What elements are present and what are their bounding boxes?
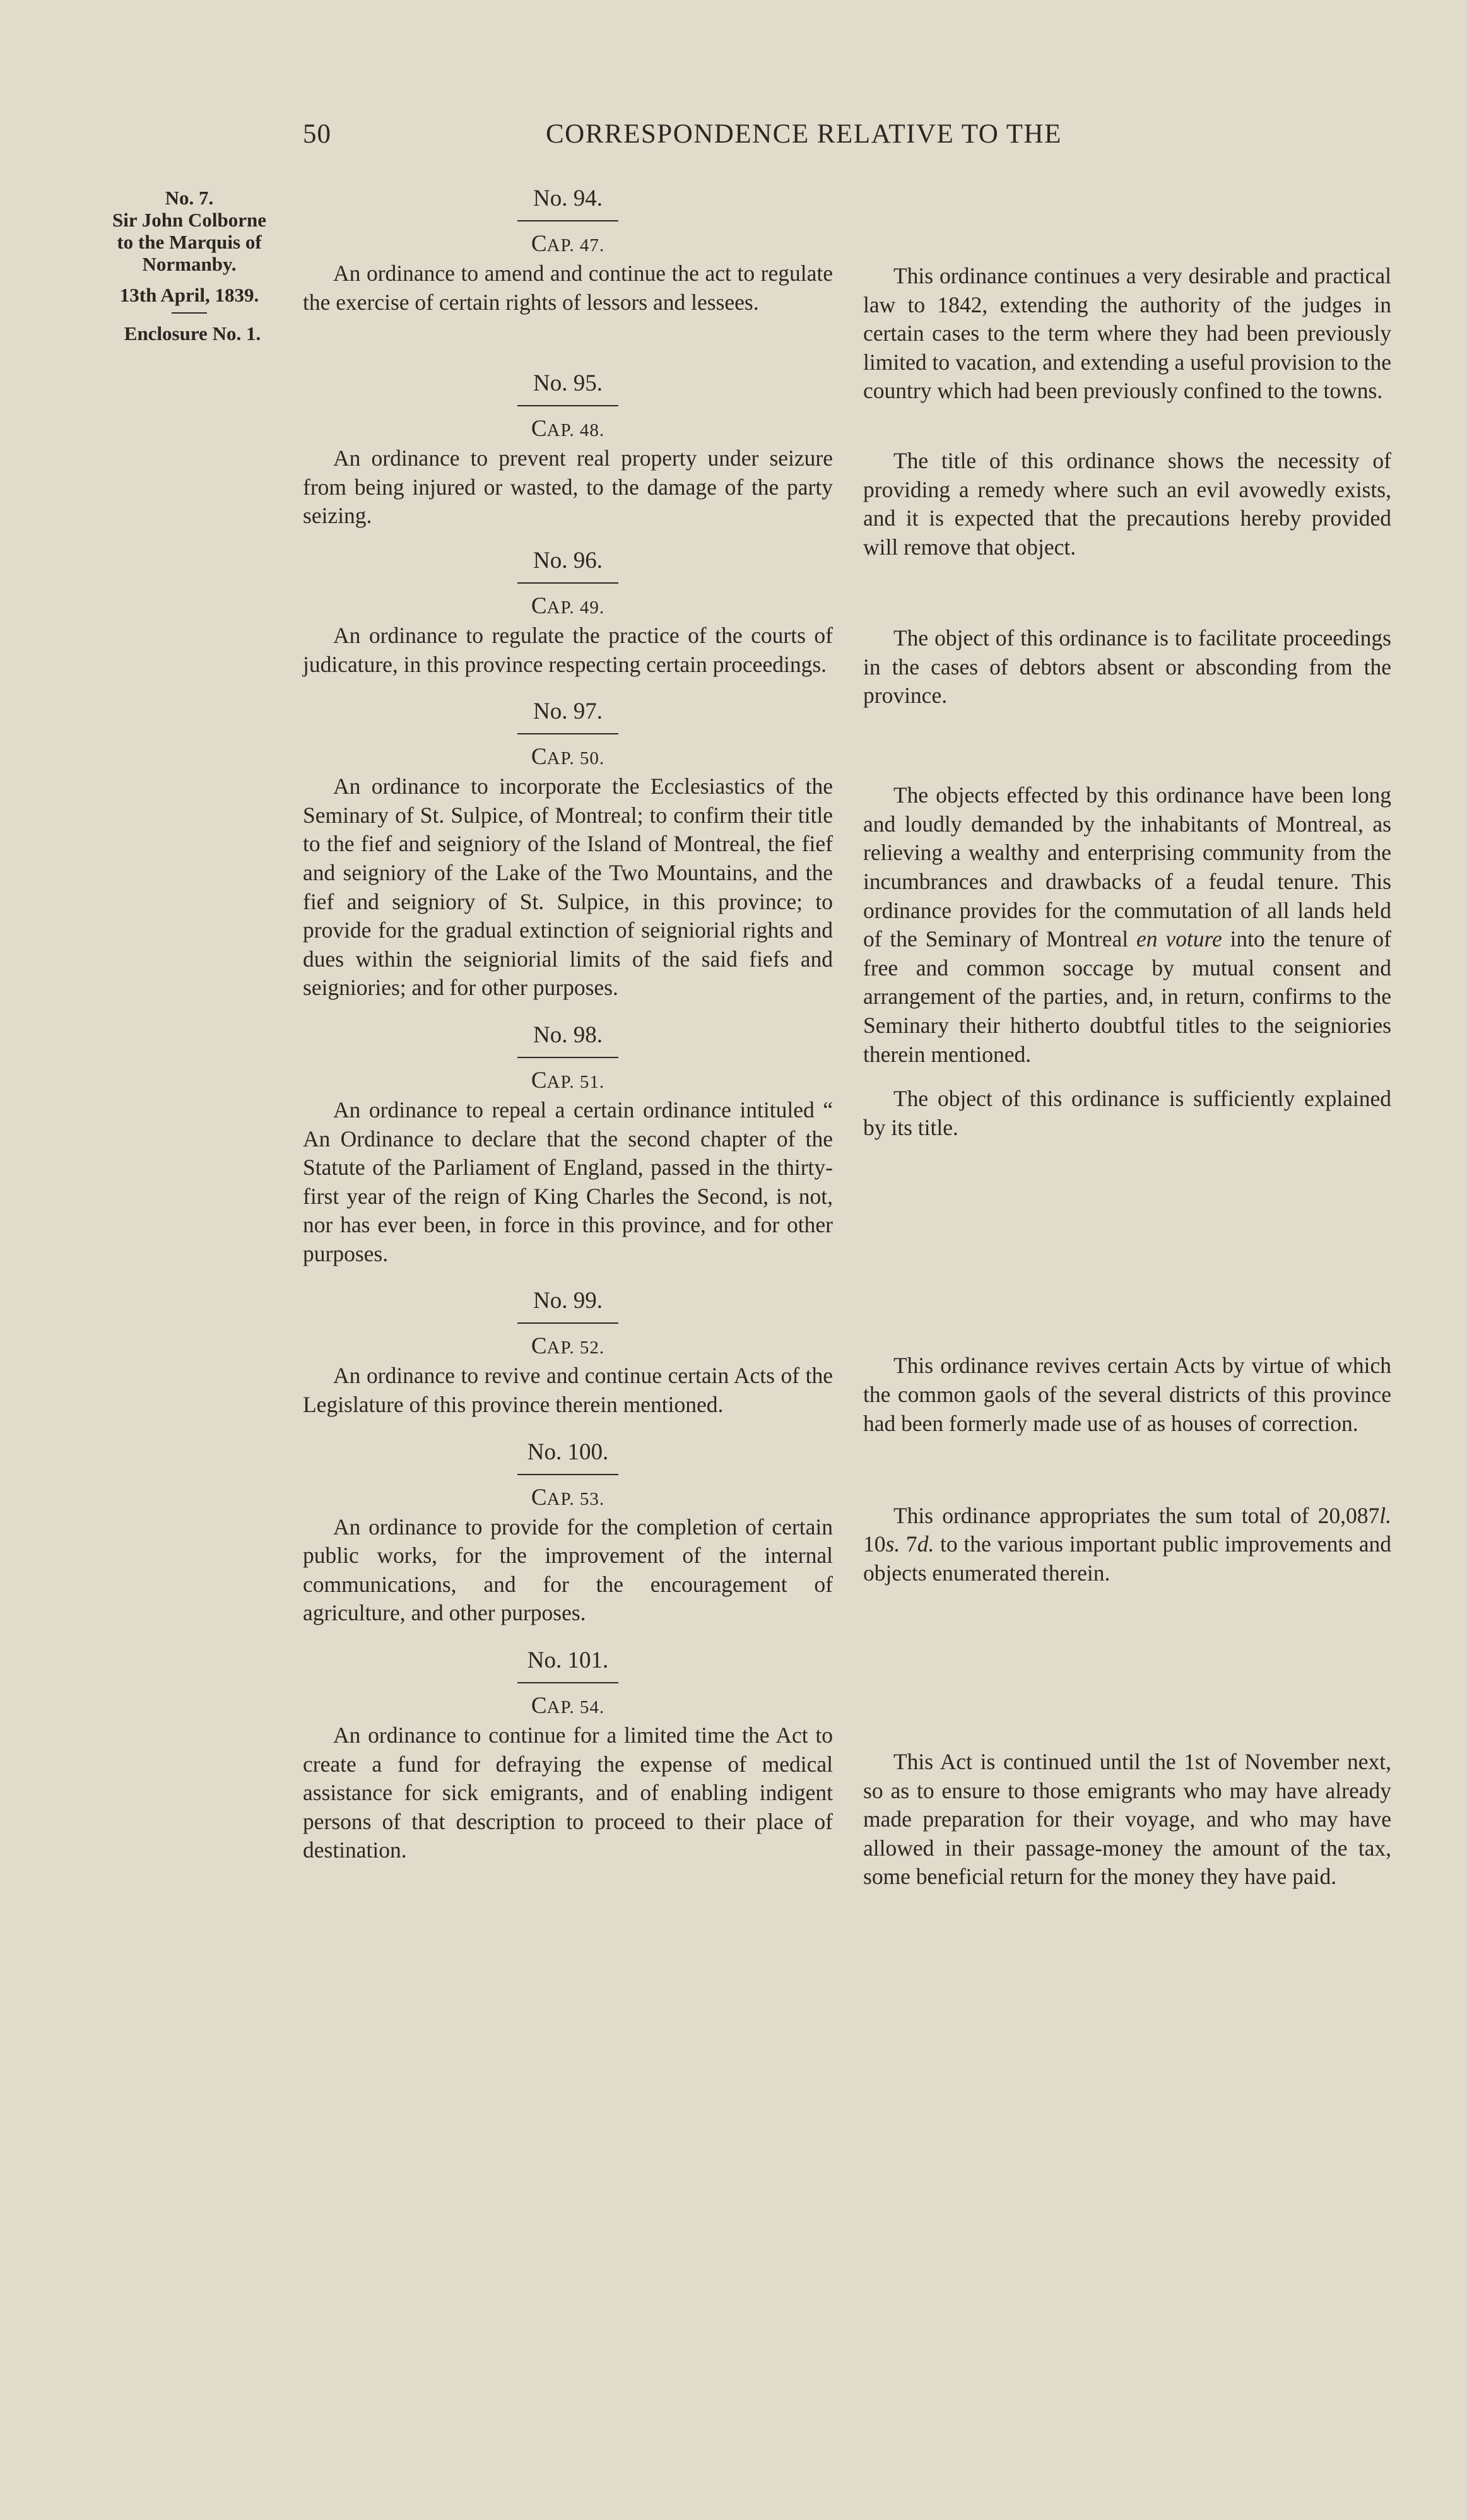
commentary: The object of this ordinance is sufficiently explained by its title. xyxy=(863,1085,1391,1140)
divider xyxy=(517,220,618,221)
commentary: This ordinance revives certain Acts by virtue of which the common gaols of the several districts of this province had been formerly made use of as houses of correction. xyxy=(863,1353,1391,1436)
margin-note-date: 13th April, 1839. xyxy=(119,284,259,306)
commentary: This ordinance appropriates the sum total of 20,087l. 10s. 7d. to the various important public improvements and objects enumerated therein. xyxy=(863,1502,1391,1586)
ordinance-title: An ordinance to repeal a certain ordinance intituled “ An Ordinance to declare that the second chapter of the Statute of the Parliament of England, passed in the thirty-first year of the reign of King Charles the Second, is not, nor has ever been, in force in this province, and for other purposes. xyxy=(303,1097,833,1266)
margin-note-line: to the Marquis of xyxy=(117,231,262,253)
divider xyxy=(517,1474,618,1475)
commentary: This Act is continued until the 1st of November next, so as to ensure to those emigrants who may have already made preparation for their voyage, and who may have allowed in their passage-money the amount of the tax, some beneficial return for the money they have paid. xyxy=(863,1749,1391,1890)
margin-note-divider xyxy=(172,312,207,314)
divider xyxy=(517,733,618,734)
ordinance-list xyxy=(303,185,1391,1890)
margin-note-enclosure: Enclosure No. 1. xyxy=(124,322,261,344)
divider xyxy=(517,1682,618,1683)
chapter-heading: CAP. 49. xyxy=(531,592,605,619)
chapter-heading: CAP. 53. xyxy=(531,1484,605,1510)
ordinance-number: No. 98. xyxy=(533,1022,603,1048)
ordinance-number: No. 96. xyxy=(533,547,603,574)
commentary: This ordinance continues a very desirable and practical law to 1842, extending the authority of the judges in certain cases to the term where they had been previously limited to vacation, and extending a useful provision to the country which had been previously confined to the towns. xyxy=(863,263,1391,404)
divider xyxy=(517,405,618,406)
ordinance-entry xyxy=(303,1439,1391,1628)
ordinance-number: No. 99. xyxy=(533,1288,603,1314)
chapter-heading: CAP. 51. xyxy=(531,1067,605,1093)
ordinance-title: An ordinance to prevent real property under seizure from being injured or wasted, to the damage of the party seizing. xyxy=(303,445,833,529)
ordinance-title: An ordinance to revive and continue certain Acts of the Legislature of this province therein mentioned. xyxy=(303,1363,833,1418)
chapter-heading: CAP. 47. xyxy=(531,231,605,257)
commentary: The objects effected by this ordinance have been long and loudly demanded by the inhabitants of Montreal, as relieving a wealthy and enterprising community from the incumbrances and drawbacks of a feudal tenure. This ordinance provides for the commutation of all lands held of the Seminary of Montreal en voture into the tenure of free and common soccage by mutual consent and arrangement of the parties, and, in return, confirms to the Seminary their hitherto doubtful titles to the seigniories therein mentioned. xyxy=(863,782,1391,1067)
margin-note-line: Sir John Colborne xyxy=(112,209,267,231)
ordinance-entry xyxy=(303,547,1391,709)
ordinance-entry xyxy=(303,1647,1391,1890)
ordinance-number: No. 100. xyxy=(527,1439,609,1465)
ordinance-entry xyxy=(303,1287,1391,1436)
ordinance-title: An ordinance to provide for the completion of certain public works, for the improvement of the internal communications, and for the encouragement of agriculture, and other purposes. xyxy=(303,1514,833,1626)
ordinance-number: No. 101. xyxy=(527,1647,609,1674)
chapter-heading: CAP. 48. xyxy=(531,416,605,442)
ordinance-entry xyxy=(303,370,1391,560)
page-number: 50 xyxy=(303,119,331,149)
page-title: CORRESPONDENCE RELATIVE TO THE xyxy=(546,119,1062,149)
commentary: The object of this ordinance is to facilitate proceedings in the cases of debtors absent or absconding from the province. xyxy=(863,625,1391,709)
ordinance-title: An ordinance to continue for a limited time the Act to create a fund for defraying the expense of medical assistance for sick emigrants, and of enabling indigent persons of that description to proceed to their place of destination. xyxy=(303,1722,833,1863)
ordinance-number: No. 95. xyxy=(533,370,603,397)
ordinance-number: No. 97. xyxy=(533,698,603,725)
margin-note-line: Normanby. xyxy=(142,253,237,275)
divider xyxy=(517,1057,618,1058)
ordinance-entry xyxy=(303,1022,1391,1269)
margin-note xyxy=(82,187,297,344)
commentary: The title of this ordinance shows the necessity of providing a remedy where such an evil avowedly exists, and it is expected that the precautions hereby provided will remove that object. xyxy=(863,448,1391,560)
ordinance-number: No. 94. xyxy=(533,185,603,211)
divider xyxy=(517,1322,618,1324)
ordinance-title: An ordinance to amend and continue the act to regulate the exercise of certain rights of lessors and lessees. xyxy=(303,261,833,315)
ordinance-title: An ordinance to incorporate the Ecclesiastics of the Seminary of St. Sulpice, of Montreal; to confirm their title to the fief and seigniory of the Island of Montreal, the fief and seigniory of the Lake of the Two Mountains, and the fief and seigniory of St. Sulpice, in this province; to provide for the gradual extinction of seigniorial rights and dues within the seigniorial limits of the said fiefs and seigniories; and for other purposes. xyxy=(303,774,833,1001)
chapter-heading: CAP. 50. xyxy=(531,744,605,770)
chapter-heading: CAP. 54. xyxy=(531,1693,605,1719)
margin-note-number: No. 7. xyxy=(165,187,214,209)
ordinance-title: An ordinance to regulate the practice of the courts of judicature, in this province respecting certain proceedings. xyxy=(303,622,833,677)
chapter-heading: CAP. 52. xyxy=(531,1333,605,1360)
divider xyxy=(517,582,618,584)
